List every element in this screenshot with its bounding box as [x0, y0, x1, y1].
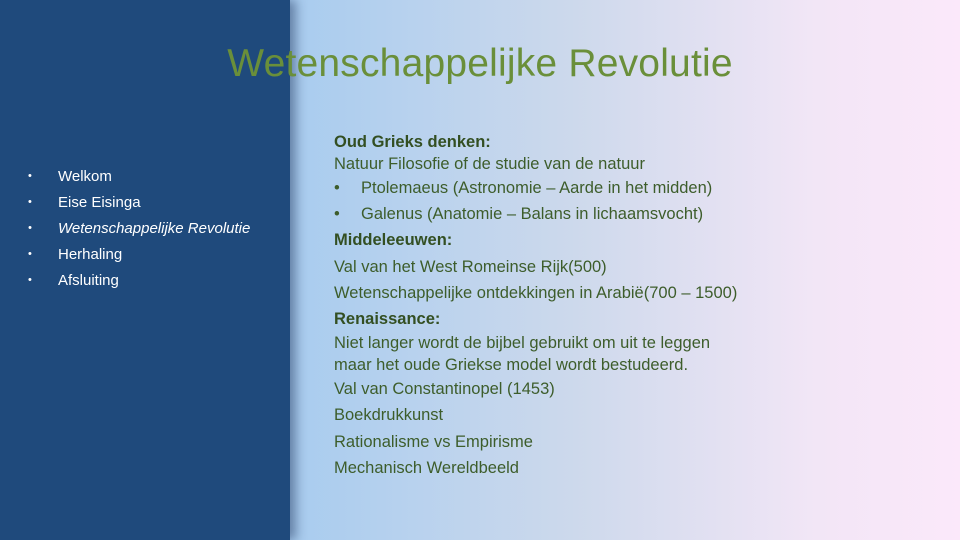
content-bullet-text: Galenus (Anatomie – Balans in lichaamsvocht): [361, 205, 704, 224]
content-line: Wetenschappelijke ontdekkingen in Arabië(700 – 1500): [334, 283, 738, 302]
slide-title: Wetenschappelijke Revolutie: [227, 42, 733, 85]
bullet-icon: •: [28, 274, 32, 286]
agenda-item-eise-eisinga: [28, 192, 268, 213]
content-line: Boekdrukkunst: [334, 406, 444, 425]
agenda-item-herhaling: [28, 244, 268, 265]
agenda-item-label: Wetenschappelijke Revolutie: [58, 220, 251, 237]
content-body: [334, 131, 934, 481]
agenda-item-label: Welkom: [58, 168, 112, 185]
bullet-icon: •: [334, 179, 340, 197]
bullet-icon: •: [28, 222, 32, 234]
agenda-item-label: Eise Eisinga: [58, 194, 141, 211]
section-heading-renaissance: Renaissance:: [334, 310, 441, 329]
content-line: Niet langer wordt de bijbel gebruikt om uit te leggen: [334, 334, 711, 353]
bullet-icon: •: [28, 248, 32, 260]
section-heading-middeleeuwen: Middeleeuwen:: [334, 231, 453, 250]
agenda-item-label: Afsluiting: [58, 272, 119, 289]
bullet-icon: •: [28, 170, 32, 182]
agenda-item-welkom: [28, 166, 268, 187]
agenda-item-wetenschappelijke-revolutie: [28, 218, 268, 239]
content-bullet-galenus: [334, 201, 934, 227]
content-line: Natuur Filosofie of de studie van de natuur: [334, 155, 645, 173]
content-line: Val van Constantinopel (1453): [334, 380, 555, 399]
bullet-icon: •: [334, 205, 340, 224]
content-line: maar het oude Griekse model wordt bestudeerd.: [334, 356, 689, 375]
content-bullet-ptolemaeus: [334, 175, 934, 201]
content-line: Val van het West Romeinse Rijk(500): [334, 257, 607, 276]
agenda-list: [28, 166, 268, 296]
content-bullet-text: Ptolemaeus (Astronomie – Aarde in het midden): [361, 179, 713, 197]
content-line: Rationalisme vs Empirisme: [334, 432, 533, 451]
content-line: Mechanisch Wereldbeeld: [334, 458, 519, 477]
agenda-item-label: Herhaling: [58, 246, 123, 263]
agenda-item-afsluiting: [28, 270, 268, 291]
section-heading-greek: Oud Grieks denken:: [334, 133, 491, 151]
bullet-icon: •: [28, 196, 32, 208]
